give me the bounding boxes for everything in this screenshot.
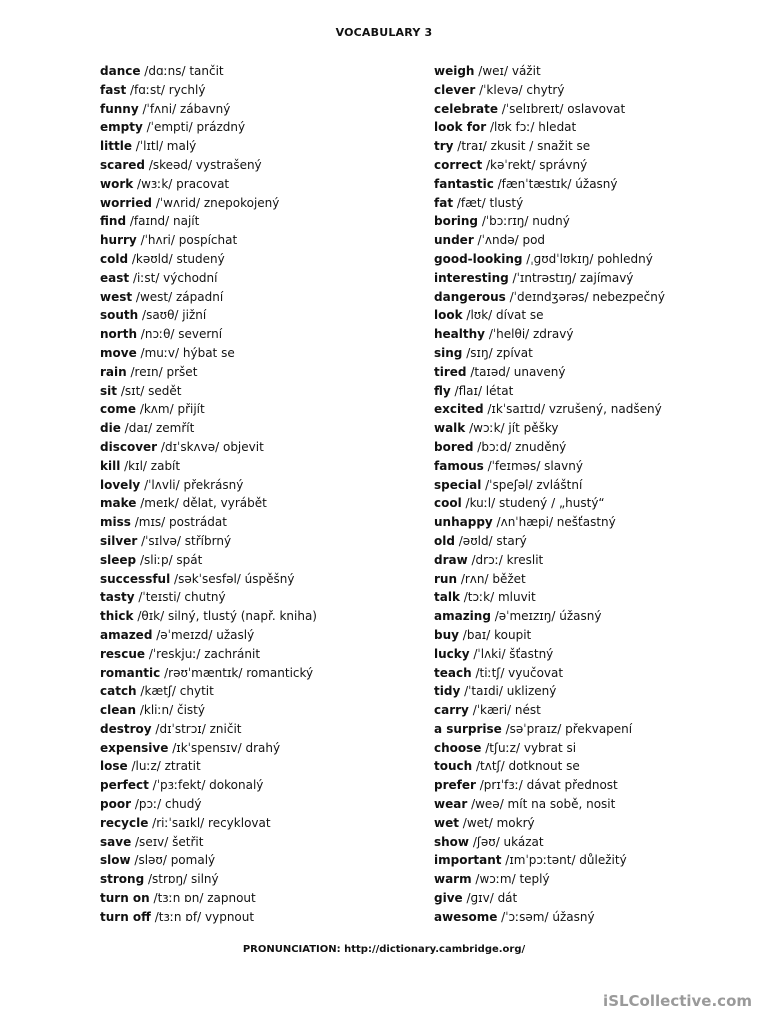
vocabulary-definition: /ˈsɪlvə/ stříbrný	[137, 533, 232, 548]
vocabulary-definition: /flaɪ/ létat	[450, 383, 514, 398]
vocabulary-entry	[100, 739, 430, 758]
vocabulary-entry	[100, 532, 430, 551]
vocabulary-entry	[100, 288, 430, 307]
vocabulary-definition: /ɪkˈspensɪv/ drahý	[168, 740, 281, 755]
vocabulary-word: prefer	[434, 778, 476, 793]
vocabulary-definition: /ˈhʌri/ pospíchat	[136, 233, 238, 248]
vocabulary-entry	[100, 870, 430, 889]
vocabulary-column-right	[434, 62, 764, 927]
vocabulary-definition: /tʌtʃ/ dotknout se	[472, 759, 580, 774]
vocabulary-definition: /wɜːk/ pracovat	[133, 176, 230, 191]
vocabulary-entry	[434, 532, 764, 551]
vocabulary-word: bored	[434, 439, 474, 454]
vocabulary-word: good-looking	[434, 251, 523, 266]
vocabulary-entry	[434, 306, 764, 325]
vocabulary-entry	[100, 551, 430, 570]
vocabulary-entry	[434, 175, 764, 194]
vocabulary-definition: /fænˈtæstɪk/ úžasný	[493, 176, 618, 191]
vocabulary-word: touch	[434, 759, 473, 774]
vocabulary-definition: /wet/ mokrý	[458, 815, 535, 830]
vocabulary-definition: /prɪˈfɜː/ dávat přednost	[475, 778, 618, 793]
vocabulary-entry	[434, 701, 764, 720]
vocabulary-entry	[100, 382, 430, 401]
vocabulary-column-left	[100, 62, 430, 927]
vocabulary-definition: /səˈpraɪz/ překvapení	[501, 721, 633, 736]
watermark: iSLCollective.com	[603, 992, 752, 1010]
vocabulary-entry	[100, 570, 430, 589]
vocabulary-entry	[434, 325, 764, 344]
vocabulary-entry	[100, 231, 430, 250]
vocabulary-word: warm	[434, 872, 472, 887]
vocabulary-definition: /tɔːk/ mluvit	[459, 590, 536, 605]
vocabulary-entry	[100, 626, 430, 645]
vocabulary-entry	[100, 175, 430, 194]
vocabulary-entry	[100, 833, 430, 852]
vocabulary-entry	[434, 118, 764, 137]
pronunciation-footer: PRONUNCIATION: http://dictionary.cambridge.org/	[242, 944, 526, 955]
vocabulary-entry	[100, 457, 430, 476]
vocabulary-definition: /rəʊˈmæntɪk/ romantický	[160, 665, 314, 680]
vocabulary-entry	[434, 757, 764, 776]
vocabulary-entry	[434, 269, 764, 288]
vocabulary-word: rescue	[100, 646, 145, 661]
vocabulary-word: sit	[100, 383, 117, 398]
vocabulary-entry	[434, 382, 764, 401]
vocabulary-entry	[100, 250, 430, 269]
vocabulary-definition: /θɪk/ silný, tlustý (např. kniha)	[133, 609, 317, 624]
vocabulary-definition: /kætʃ/ chytit	[136, 684, 214, 699]
vocabulary-definition: /ˈʌndə/ pod	[473, 233, 546, 248]
vocabulary-word: scared	[100, 157, 145, 172]
vocabulary-definition: /skeəd/ vystrašený	[145, 157, 262, 172]
vocabulary-definition: /fɑːst/ rychlý	[126, 82, 206, 97]
vocabulary-entry	[434, 626, 764, 645]
vocabulary-word: a surprise	[434, 721, 502, 736]
vocabulary-word: make	[100, 496, 137, 511]
vocabulary-entry	[100, 851, 430, 870]
vocabulary-definition: /ˈhelθi/ zdravý	[485, 327, 574, 342]
vocabulary-definition: /ˌɡʊdˈlʊkɪŋ/ pohledný	[522, 251, 653, 266]
vocabulary-word: silver	[100, 533, 138, 548]
vocabulary-entry	[434, 344, 764, 363]
vocabulary-entry	[100, 513, 430, 532]
vocabulary-word: romantic	[100, 665, 161, 680]
vocabulary-entry	[100, 325, 430, 344]
vocabulary-word: correct	[434, 157, 483, 172]
vocabulary-definition: /ˈteɪsti/ chutný	[134, 590, 226, 605]
vocabulary-definition: /ˈkæri/ nést	[468, 703, 541, 718]
vocabulary-word: carry	[434, 703, 469, 718]
vocabulary-entry	[434, 908, 764, 927]
vocabulary-word: thick	[100, 609, 134, 624]
vocabulary-entry	[434, 795, 764, 814]
vocabulary-word: weigh	[434, 64, 475, 78]
vocabulary-entry	[434, 720, 764, 739]
vocabulary-entry	[100, 776, 430, 795]
vocabulary-word: look	[434, 308, 463, 323]
vocabulary-definition: /drɔː/ kreslit	[467, 552, 544, 567]
vocabulary-word: come	[100, 402, 136, 417]
vocabulary-definition: /sɪŋ/ zpívat	[462, 345, 533, 360]
vocabulary-entry	[434, 739, 764, 758]
vocabulary-entry	[100, 701, 430, 720]
vocabulary-word: successful	[100, 571, 171, 586]
vocabulary-entry	[100, 212, 430, 231]
vocabulary-entry	[434, 776, 764, 795]
vocabulary-definition: /meɪk/ dělat, vyrábět	[136, 496, 267, 511]
vocabulary-definition: /ˈlɪtl/ malý	[131, 139, 197, 154]
page-title: VOCABULARY 3	[335, 26, 433, 39]
vocabulary-word: funny	[100, 101, 139, 116]
vocabulary-word: famous	[434, 458, 484, 473]
vocabulary-entry	[100, 664, 430, 683]
vocabulary-word: choose	[434, 740, 482, 755]
vocabulary-word: under	[434, 233, 474, 248]
vocabulary-word: tired	[434, 364, 467, 379]
vocabulary-word: boring	[434, 214, 478, 229]
vocabulary-word: fly	[434, 383, 451, 398]
vocabulary-entry	[100, 494, 430, 513]
vocabulary-definition: /ˈfeɪməs/ slavný	[483, 458, 583, 473]
vocabulary-definition: /ˈselɪbreɪt/ oslavovat	[497, 101, 626, 116]
vocabulary-definition: /baɪ/ koupit	[458, 627, 532, 642]
vocabulary-entry	[100, 814, 430, 833]
vocabulary-definition: /fæt/ tlustý	[453, 195, 524, 210]
vocabulary-word: give	[434, 891, 463, 906]
vocabulary-entry	[434, 476, 764, 495]
vocabulary-definition: /weɪ/ vážit	[474, 64, 541, 78]
vocabulary-word: expensive	[100, 740, 169, 755]
vocabulary-definition: /ˈspeʃəl/ zvláštní	[481, 477, 583, 492]
vocabulary-word: tidy	[434, 684, 461, 699]
vocabulary-word: turn on	[100, 891, 150, 906]
vocabulary-definition: /dɪˈskʌvə/ objevit	[157, 439, 264, 454]
vocabulary-entry	[100, 156, 430, 175]
vocabulary-entry	[100, 720, 430, 739]
vocabulary-definition: /nɔːθ/ severní	[136, 327, 223, 342]
vocabulary-entry	[434, 570, 764, 589]
vocabulary-word: teach	[434, 665, 472, 680]
vocabulary-definition: /tɜːn ɒn/ zapnout	[149, 891, 256, 906]
vocabulary-definition: /riːˈsaɪkl/ recyklovat	[148, 815, 271, 830]
vocabulary-entry	[434, 870, 764, 889]
vocabulary-entry	[434, 156, 764, 175]
vocabulary-entry	[434, 137, 764, 156]
vocabulary-entry	[100, 118, 430, 137]
vocabulary-word: kill	[100, 458, 121, 473]
vocabulary-entry	[434, 81, 764, 100]
vocabulary-word: save	[100, 834, 132, 849]
vocabulary-word: look for	[434, 120, 487, 135]
vocabulary-definition: /əˈmeɪzd/ užaslý	[152, 627, 255, 642]
vocabulary-word: catch	[100, 684, 137, 699]
vocabulary-entry	[434, 889, 764, 908]
vocabulary-word: wear	[434, 797, 468, 812]
vocabulary-word: awesome	[434, 909, 498, 924]
vocabulary-word: miss	[100, 515, 131, 530]
vocabulary-entry	[100, 645, 430, 664]
vocabulary-word: turn off	[100, 909, 151, 924]
vocabulary-word: wet	[434, 815, 459, 830]
vocabulary-entry	[434, 288, 764, 307]
vocabulary-entry	[100, 62, 430, 81]
vocabulary-word: dangerous	[434, 289, 506, 304]
vocabulary-definition: /ɪmˈpɔːtənt/ důležitý	[501, 853, 627, 868]
vocabulary-definition: /ˈempti/ prázdný	[142, 120, 246, 135]
vocabulary-entry	[434, 250, 764, 269]
vocabulary-word: poor	[100, 797, 131, 812]
vocabulary-word: fat	[434, 195, 454, 210]
vocabulary-entry	[434, 400, 764, 419]
vocabulary-word: amazed	[100, 627, 153, 642]
vocabulary-definition: /strɒŋ/ silný	[144, 872, 219, 887]
vocabulary-entry	[434, 551, 764, 570]
vocabulary-entry	[100, 344, 430, 363]
vocabulary-entry	[100, 269, 430, 288]
vocabulary-word: walk	[434, 421, 466, 436]
vocabulary-definition: /ɡɪv/ dát	[462, 891, 518, 906]
vocabulary-entry	[434, 588, 764, 607]
vocabulary-definition: /ˈklevə/ chytrý	[475, 82, 565, 97]
vocabulary-word: fantastic	[434, 176, 494, 191]
vocabulary-definition: /rʌn/ běžet	[457, 571, 526, 586]
vocabulary-definition: /ˈpɜːfekt/ dokonalý	[148, 778, 264, 793]
vocabulary-entry	[434, 194, 764, 213]
vocabulary-word: die	[100, 421, 121, 436]
vocabulary-entry	[434, 212, 764, 231]
vocabulary-entry	[100, 306, 430, 325]
vocabulary-word: sleep	[100, 552, 137, 567]
vocabulary-definition: /ˈɔːsəm/ úžasný	[497, 909, 595, 924]
vocabulary-word: little	[100, 139, 132, 154]
vocabulary-entry	[100, 363, 430, 382]
vocabulary-definition: /mɪs/ postrádat	[130, 515, 227, 530]
vocabulary-word: west	[100, 289, 133, 304]
vocabulary-definition: /lʊk/ dívat se	[462, 308, 544, 323]
vocabulary-definition: /ɪkˈsaɪtɪd/ vzrušený, nadšený	[483, 402, 662, 417]
vocabulary-entry	[434, 513, 764, 532]
vocabulary-word: tasty	[100, 590, 135, 605]
vocabulary-definition: /bɔːd/ znuděný	[473, 439, 567, 454]
vocabulary-entry	[434, 664, 764, 683]
vocabulary-definition: /sləʊ/ pomalý	[130, 853, 216, 868]
vocabulary-entry	[100, 137, 430, 156]
vocabulary-entry	[434, 438, 764, 457]
vocabulary-word: important	[434, 853, 502, 868]
vocabulary-word: lovely	[100, 477, 141, 492]
vocabulary-definition: /tiːtʃ/ vyučovat	[471, 665, 564, 680]
vocabulary-word: lucky	[434, 646, 470, 661]
vocabulary-word: show	[434, 834, 470, 849]
vocabulary-word: cool	[434, 496, 462, 511]
vocabulary-definition: /sɪt/ sedět	[117, 383, 182, 398]
vocabulary-definition: /ˈfʌni/ zábavný	[138, 101, 231, 116]
vocabulary-entry	[100, 908, 430, 927]
vocabulary-definition: /saʊθ/ jižní	[138, 308, 207, 323]
vocabulary-word: interesting	[434, 270, 509, 285]
vocabulary-entry	[434, 363, 764, 382]
vocabulary-definition: /səkˈsesfəl/ úspěšný	[170, 571, 295, 586]
vocabulary-definition: /west/ západní	[132, 289, 224, 304]
vocabulary-definition: /luːz/ ztratit	[127, 759, 201, 774]
vocabulary-definition: /iːst/ východní	[129, 270, 218, 285]
vocabulary-definition: /wɔːm/ teplý	[471, 872, 550, 887]
vocabulary-definition: /seɪv/ šetřit	[131, 834, 204, 849]
vocabulary-word: work	[100, 176, 134, 191]
vocabulary-word: south	[100, 308, 139, 323]
vocabulary-definition: /ˈlʌvli/ překrásný	[140, 477, 244, 492]
vocabulary-definition: /traɪ/ zkusit / snažit se	[453, 139, 591, 154]
vocabulary-definition: /pɔː/ chudý	[131, 797, 202, 812]
vocabulary-word: special	[434, 477, 482, 492]
vocabulary-definition: /kɪl/ zabít	[120, 458, 181, 473]
vocabulary-entry	[434, 851, 764, 870]
vocabulary-entry	[100, 438, 430, 457]
vocabulary-entry	[100, 795, 430, 814]
vocabulary-word: cold	[100, 251, 129, 266]
vocabulary-entry	[434, 419, 764, 438]
vocabulary-definition: /taɪəd/ unavený	[466, 364, 566, 379]
vocabulary-entry	[434, 645, 764, 664]
vocabulary-word: north	[100, 327, 137, 342]
vocabulary-word: healthy	[434, 327, 485, 342]
vocabulary-definition: /faɪnd/ najít	[126, 214, 200, 229]
vocabulary-definition: /sliːp/ spát	[136, 552, 203, 567]
vocabulary-entry	[434, 457, 764, 476]
vocabulary-definition: /əʊld/ starý	[454, 533, 527, 548]
vocabulary-definition: /ˈtaɪdi/ uklizený	[460, 684, 557, 699]
vocabulary-word: buy	[434, 627, 459, 642]
vocabulary-definition: /weə/ mít na sobě, nosit	[467, 797, 616, 812]
vocabulary-definition: /daɪ/ zemřít	[120, 421, 195, 436]
vocabulary-definition: /muːv/ hýbat se	[136, 345, 235, 360]
vocabulary-word: rain	[100, 364, 127, 379]
vocabulary-entry	[100, 194, 430, 213]
vocabulary-definition: /ˈbɔːrɪŋ/ nudný	[478, 214, 570, 229]
vocabulary-word: try	[434, 139, 454, 154]
vocabulary-entry	[434, 494, 764, 513]
vocabulary-word: excited	[434, 402, 484, 417]
vocabulary-word: talk	[434, 590, 460, 605]
vocabulary-word: old	[434, 533, 455, 548]
vocabulary-entry	[434, 833, 764, 852]
vocabulary-definition: /reɪn/ pršet	[126, 364, 198, 379]
vocabulary-entry	[100, 81, 430, 100]
vocabulary-entry	[434, 814, 764, 833]
vocabulary-entry	[434, 62, 764, 81]
vocabulary-definition: /ʃəʊ/ ukázat	[469, 834, 544, 849]
vocabulary-word: run	[434, 571, 458, 586]
vocabulary-word: worried	[100, 195, 153, 210]
vocabulary-word: lose	[100, 759, 128, 774]
vocabulary-word: find	[100, 214, 127, 229]
vocabulary-definition: /wɔːk/ jít pěšky	[465, 421, 559, 436]
vocabulary-entry	[100, 476, 430, 495]
vocabulary-definition: /dɪˈstrɔɪ/ zničit	[151, 721, 242, 736]
vocabulary-definition: /kəʊld/ studený	[128, 251, 225, 266]
vocabulary-definition: /dɑːns/ tančit	[140, 64, 224, 78]
vocabulary-entry	[100, 588, 430, 607]
vocabulary-entry	[100, 419, 430, 438]
vocabulary-definition: /ˈlʌki/ šťastný	[469, 646, 554, 661]
vocabulary-word: unhappy	[434, 515, 493, 530]
vocabulary-word: east	[100, 270, 130, 285]
vocabulary-word: amazing	[434, 609, 491, 624]
vocabulary-word: celebrate	[434, 101, 498, 116]
vocabulary-word: dance	[100, 64, 141, 78]
vocabulary-definition: /ˈɪntrəstɪŋ/ zajímavý	[508, 270, 634, 285]
vocabulary-entry	[100, 100, 430, 119]
vocabulary-entry	[434, 231, 764, 250]
vocabulary-word: perfect	[100, 778, 149, 793]
vocabulary-word: clean	[100, 703, 137, 718]
vocabulary-word: discover	[100, 439, 158, 454]
vocabulary-definition: /tʃuːz/ vybrat si	[481, 740, 577, 755]
vocabulary-definition: /əˈmeɪzɪŋ/ úžasný	[490, 609, 602, 624]
vocabulary-entry	[100, 607, 430, 626]
vocabulary-entry	[434, 607, 764, 626]
vocabulary-entry	[434, 100, 764, 119]
vocabulary-entry	[434, 682, 764, 701]
vocabulary-word: move	[100, 345, 137, 360]
vocabulary-definition: /kəˈrekt/ správný	[482, 157, 588, 172]
vocabulary-word: recycle	[100, 815, 149, 830]
vocabulary-word: slow	[100, 853, 131, 868]
vocabulary-definition: /kuːl/ studený / „hustý“	[461, 496, 605, 511]
vocabulary-word: strong	[100, 872, 145, 887]
vocabulary-entry	[100, 682, 430, 701]
vocabulary-word: draw	[434, 552, 468, 567]
vocabulary-entry	[100, 757, 430, 776]
vocabulary-definition: /lʊk fɔː/ hledat	[486, 120, 577, 135]
vocabulary-word: empty	[100, 120, 143, 135]
vocabulary-definition: /ˈwʌrid/ znepokojený	[152, 195, 280, 210]
vocabulary-definition: /kliːn/ čistý	[136, 703, 205, 718]
vocabulary-definition: /tɜːn ɒf/ vypnout	[150, 909, 255, 924]
vocabulary-word: fast	[100, 82, 127, 97]
vocabulary-entry	[100, 400, 430, 419]
vocabulary-definition: /ʌnˈhæpi/ nešťastný	[492, 515, 616, 530]
vocabulary-definition: /kʌm/ přijít	[136, 402, 205, 417]
vocabulary-word: hurry	[100, 233, 137, 248]
vocabulary-word: clever	[434, 82, 476, 97]
vocabulary-entry	[100, 889, 430, 908]
vocabulary-definition: /ˈreskjuː/ zachránit	[145, 646, 261, 661]
vocabulary-word: sing	[434, 345, 463, 360]
vocabulary-word: destroy	[100, 721, 152, 736]
vocabulary-definition: /ˈdeɪndʒərəs/ nebezpečný	[505, 289, 665, 304]
